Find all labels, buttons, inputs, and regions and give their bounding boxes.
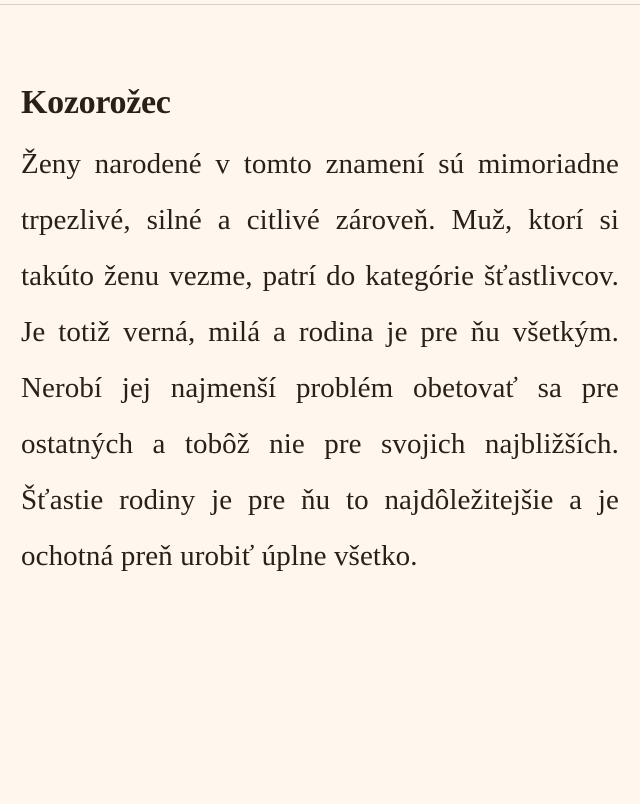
top-divider	[0, 4, 640, 5]
body-paragraph: Ženy narodené v tomto znamení sú mimoriadne trpezlivé, silné a citlivé zároveň. Muž, ktorí si takúto ženu vezme, patrí do kategórie šťastlivcov. Je totiž verná, milá a rodina je pre ňu všetkým. Nerobí jej najmenší problém obetovať sa pre ostatných a tobôž nie pre svojich najbližších. Šťastie rodiny je pre ňu to najdôležitejšie a je ochotná preň urobiť úplne všetko.	[21, 148, 619, 572]
article-section	[21, 80, 619, 584]
section-heading: Kozorožec	[21, 84, 171, 121]
